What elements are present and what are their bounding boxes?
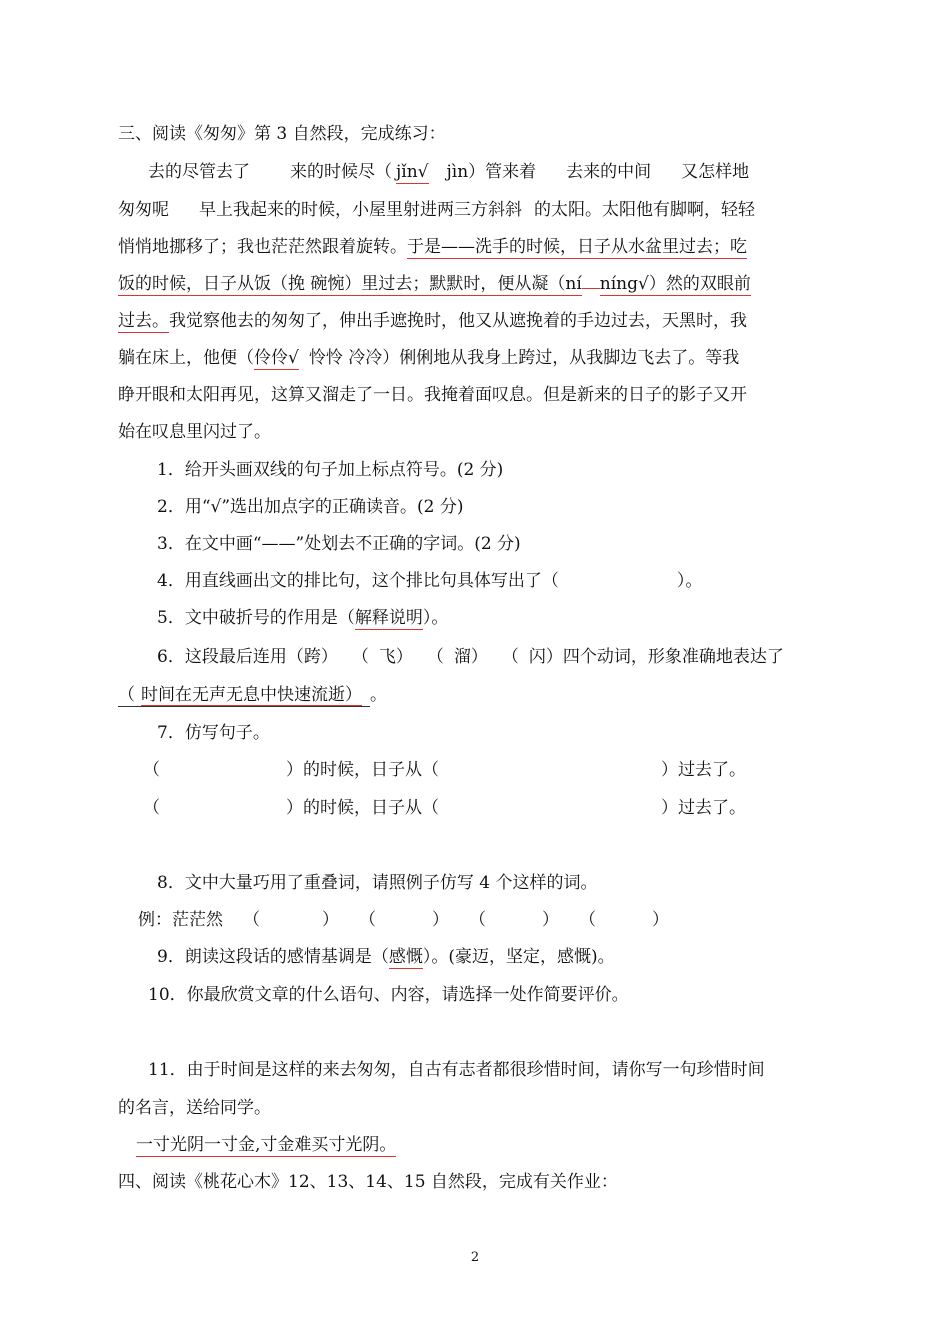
question-6-answer: （ 时间在无声无息中快速流逝） 。 <box>118 685 387 705</box>
question-4: 4．用直线画出文的排比句，这个排比句具体写出了（ ）。 <box>157 571 703 591</box>
question-9: 9．朗读这段话的感情基调是（感慨）。(豪迈，坚定，感慨)。 <box>157 947 615 967</box>
question-6: 6．这段最后连用（跨） （ 飞） （ 溜） （ 闪）四个动词，形象准确地表达了 <box>157 647 784 667</box>
passage-line-2: 匆匆呢 早上我起来的时候，小屋里射进两三方斜斜 的太阳。太阳他有脚啊，轻轻 <box>118 200 755 220</box>
question-10: 10．你最欣赏文章的什么语句、内容，请选择一处作简要评价。 <box>148 985 629 1005</box>
question-8-example: 例：茫茫然 （ ） （ ） （ ） （ ） <box>138 910 669 930</box>
passage-line-3: 悄悄地挪移了；我也茫茫然跟着旋转。于是——洗手的时候，日子从水盆里过去；吃 <box>118 237 747 257</box>
passage-line-8: 始在叹息里闪过了。 <box>118 422 271 442</box>
page-number: 2 <box>470 1250 480 1265</box>
section3-title: 三、阅读《匆匆》第 3 自然段，完成练习： <box>118 124 446 144</box>
question-3: 3．在文中画“——”处划去不正确的字词。(2 分) <box>157 534 521 554</box>
passage-line-4: 饭的时候，日子从饭（挽 碗惋）里过去；默默时，便从凝（ní níng√）然的双眼前 <box>118 274 751 294</box>
passage-line-7: 睁开眼和太阳再见，这算又溜走了一日。我掩着面叹息。但是新来的日子的影子又开 <box>118 385 747 405</box>
question-7-row-2: （ ）的时候，日子从（ ）过去了。 <box>143 798 746 818</box>
question-5: 5．文中破折号的作用是（解释说明）。 <box>157 608 449 628</box>
question-11-line-1: 11．由于时间是这样的来去匆匆，自古有志者都很珍惜时间，请你写一句珍惜时间 <box>148 1060 765 1080</box>
passage-line-6: 躺在床上，他便（伶伶√ 怜怜 冷冷）俐俐地从我身上跨过，从我脚边飞去了。等我 <box>118 348 740 368</box>
question-1: 1．给开头画双线的句子加上标点符号。(2 分) <box>157 460 504 480</box>
question-11-line-2: 的名言，送给同学。 <box>118 1098 271 1118</box>
passage-line-5: 过去。我觉察他去的匆匆了，伸出手遮挽时，他又从遮挽着的手边过去，天黑时，我 <box>118 311 747 331</box>
section4-title: 四、阅读《桃花心木》12、13、14、15 自然段，完成有关作业： <box>118 1172 618 1192</box>
question-2: 2．用“√”选出加点字的正确读音。(2 分) <box>157 497 464 517</box>
question-7: 7．仿写句子。 <box>157 723 270 743</box>
question-7-row-1: （ ）的时候，日子从（ ）过去了。 <box>143 760 746 780</box>
question-8: 8．文中大量巧用了重叠词，请照例子仿写 4 个这样的词。 <box>157 873 598 893</box>
passage-line-1: 去的尽管去了 来的时候尽（ jǐn√ jìn）管来着 去来的中间 又怎样地 <box>148 162 750 182</box>
question-11-answer: 一寸光阴一寸金,寸金难买寸光阴。 <box>136 1135 397 1155</box>
